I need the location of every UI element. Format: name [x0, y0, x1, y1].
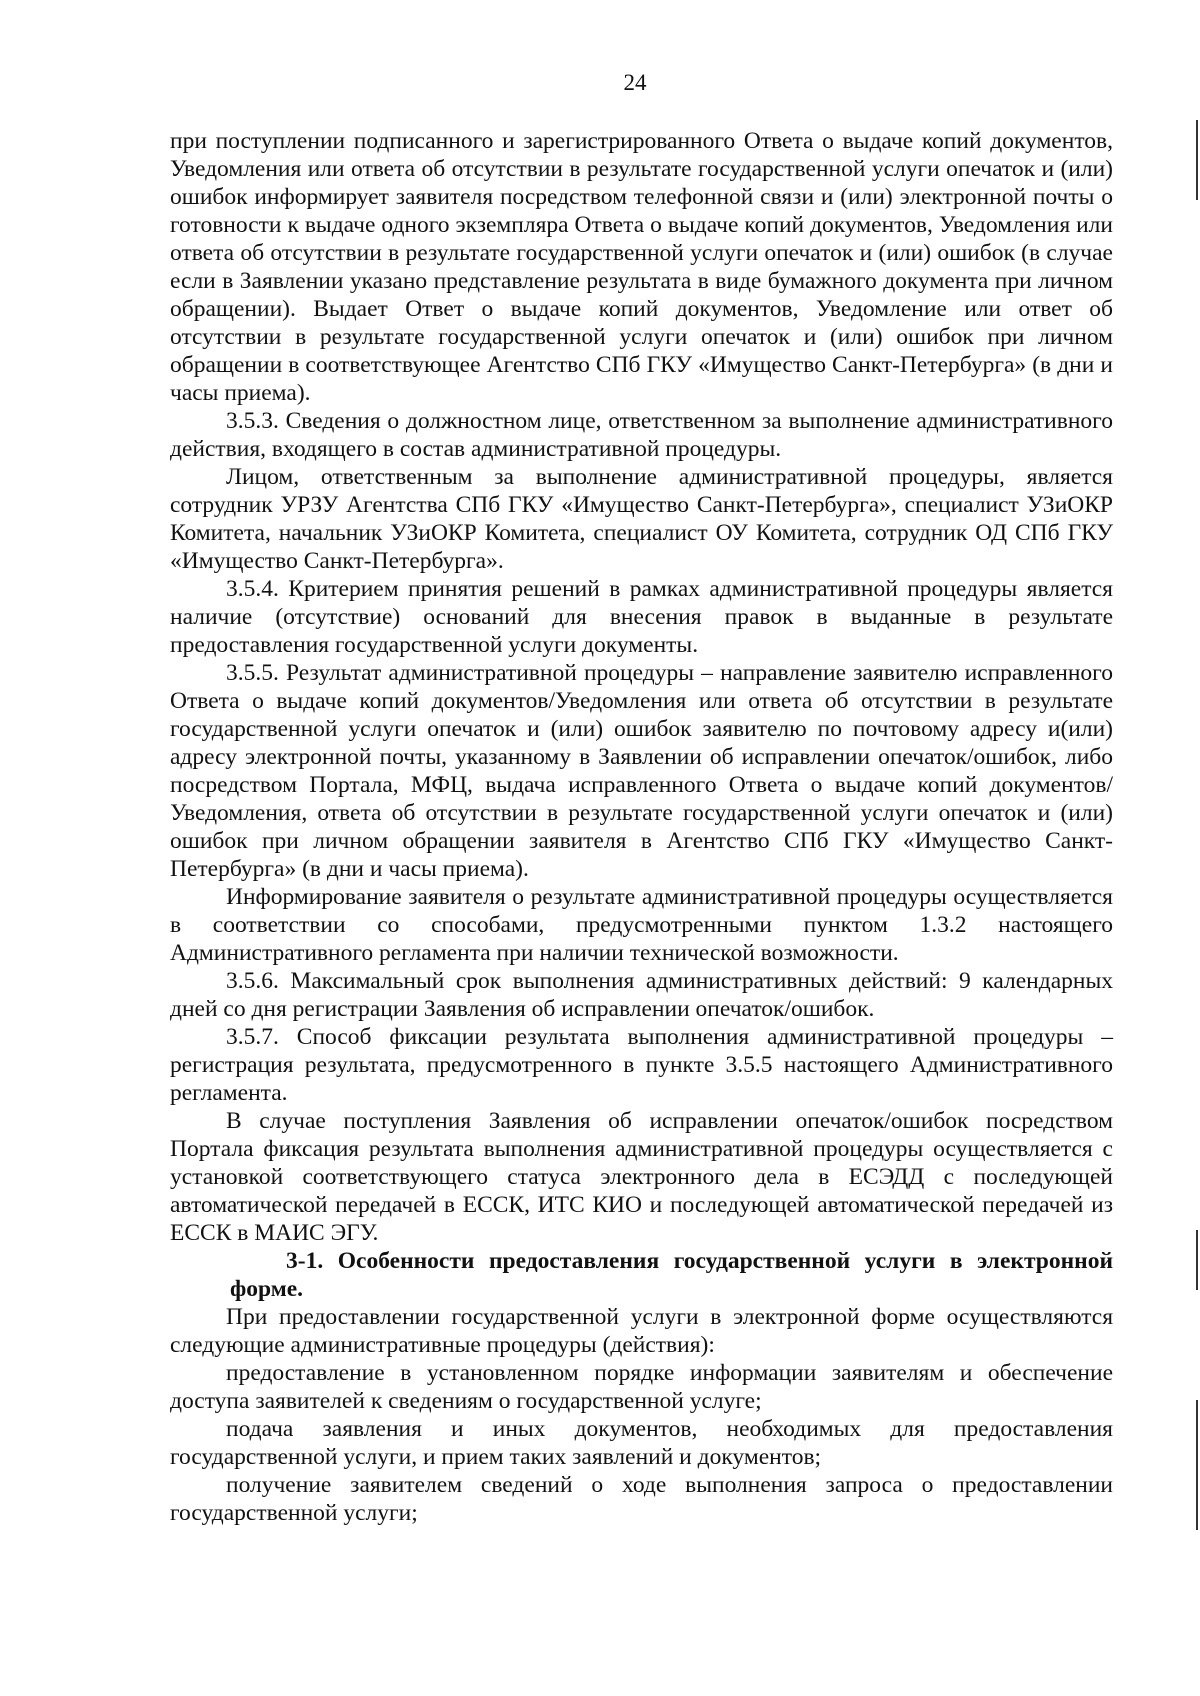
section-paragraph-information: предоставление в установленном порядке информации заявителям и обеспечение доступа заявителей к сведениям о государственной услуге;: [170, 1360, 1113, 1414]
scan-edge-mark: [1196, 1400, 1198, 1530]
scan-edge-mark: [1196, 1230, 1198, 1290]
section-heading: 3-1. Особенности предоставления государственной услуги в электронной форме.: [230, 1248, 1113, 1302]
paragraph-3-5-6: 3.5.6. Максимальный срок выполнения административных действий: 9 календарных дней со дня регистрации Заявления об исправлении опечаток/ошибок.: [170, 968, 1113, 1022]
paragraph-3-5-3: 3.5.3. Сведения о должностном лице, ответственном за выполнение административного действия, входящего в состав административной процедуры.: [170, 408, 1113, 462]
paragraph-informing: Информирование заявителя о результате административной процедуры осуществляется в соответствии со способами, предусмотренными пунктом 1.3.2 настоящего Административного регламента при наличии технической возможности.: [170, 884, 1113, 966]
paragraph-continuation: при поступлении подписанного и зарегистрированного Ответа о выдаче копий документов, Уведомления или ответа об отсутствии в результате государственной услуги опечаток и (или) ошибок информирует заявителя посредством телефонной связи и (или) электронной почты о готовности к выдаче одного экземпляра Ответа о выдаче копий документов, Уведомления или ответа об отсутствии в результате государственной услуги опечаток и (или) ошибок (в случае если в Заявлении указано представление результата в виде бумажного документа при личном обращении). Выдает Ответ о выдаче копий документов, Уведомление или ответ об отсутствии в результате государственной услуги опечаток и (или) ошибок при личном обращении в соответствующее Агентство СПб ГКУ «Имущество Санкт-Петербурга» (в дни и часы приема).: [170, 128, 1113, 406]
paragraph-3-5-7: 3.5.7. Способ фиксации результата выполнения административной процедуры – регистрация результата, предусмотренного в пункте 3.5.5 настоящего Административного регламента.: [170, 1024, 1113, 1106]
section-paragraph-intro: При предоставлении государственной услуги в электронной форме осуществляются следующие административные процедуры (действия):: [170, 1304, 1113, 1358]
paragraph-3-5-4: 3.5.4. Критерием принятия решений в рамках административной процедуры является наличие (отсутствие) оснований для внесения правок в выданные в результате предоставления государственной услуги документы.: [170, 576, 1113, 658]
scan-edge-mark: [1196, 120, 1198, 200]
paragraph-3-5-5: 3.5.5. Результат административной процедуры – направление заявителю исправленного Ответа о выдаче копий документов/Уведомления или ответа об отсутствии в результате государственной услуги опечаток и (или) ошибок заявителю по почтовому адресу и(или) адресу электронной почты, указанному в Заявлении об исправлении опечаток/ошибок, либо посредством Портала, МФЦ, выдача исправленного Ответа о выдаче копий документов/Уведомления, ответа об отсутствии в результате государственной услуги опечаток и (или) ошибок при личном обращении заявителя в Агентство СПб ГКУ «Имущество Санкт-Петербурга» (в дни и часы приема).: [170, 660, 1113, 882]
paragraph-responsible-person: Лицом, ответственным за выполнение административной процедуры, является сотрудник УРЗУ Агентства СПб ГКУ «Имущество Санкт-Петербурга», специалист УЗиОКР Комитета, начальник УЗиОКР Комитета, специалист ОУ Комитета, сотрудник ОД СПб ГКУ «Имущество Санкт-Петербурга».: [170, 464, 1113, 574]
document-body: [170, 127, 1113, 1527]
section-paragraph-status: получение заявителем сведений о ходе выполнения запроса о предоставлении государственной услуги;: [170, 1472, 1113, 1526]
page-number: 24: [623, 70, 647, 95]
section-paragraph-submission: подача заявления и иных документов, необходимых для предоставления государственной услуги, и прием таких заявлений и документов;: [170, 1416, 1113, 1470]
paragraph-portal-case: В случае поступления Заявления об исправлении опечаток/ошибок посредством Портала фиксация результата выполнения административной процедуры осуществляется с установкой соответствующего статуса электронного дела в ЕСЭДД с последующей автоматической передачей в ЕССК, ИТС КИО и последующей автоматической передачей из ЕССК в МАИС ЭГУ.: [170, 1108, 1113, 1246]
